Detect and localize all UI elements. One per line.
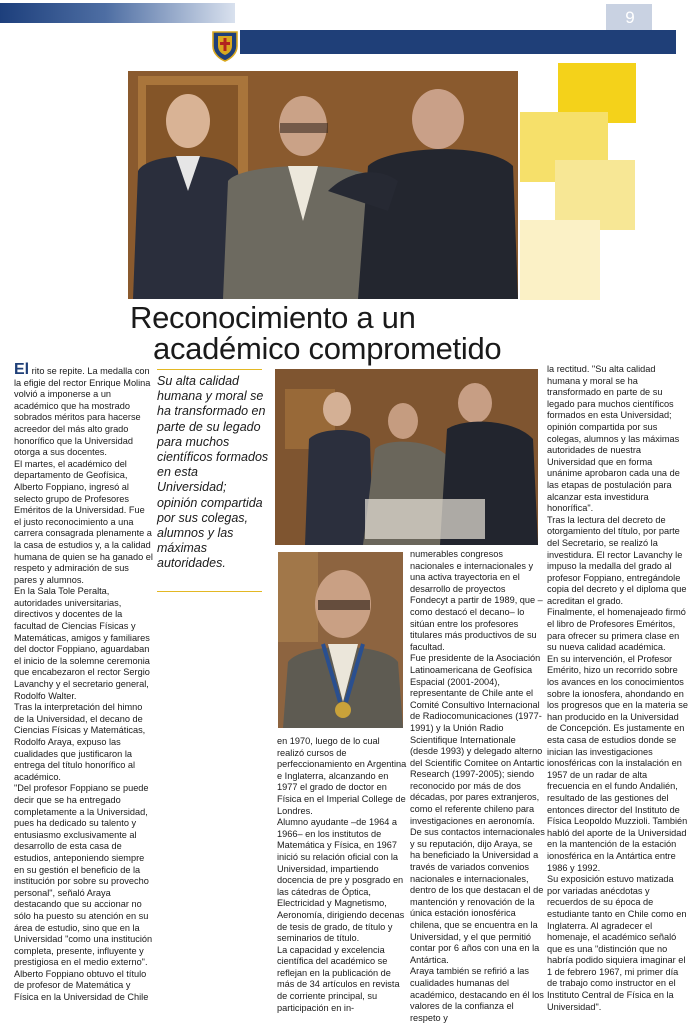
paragraph: En la Sala Tole Peralta, autoridades universitarias, directivos y docentes de la facultad de Ciencias Físicas y Matemáticas, amigos y familiares del doctor Foppiano, aguardaban el inicio de la solemne ceremonia que encabezaron el rector Sergio Lavanchy y el secretario general, Rodolfo Walter. (14, 586, 150, 701)
header-blue-bar (240, 30, 676, 54)
main-photo-medal-ceremony (128, 71, 518, 299)
paragraph: "Del profesor Foppiano se puede decir que se ha entregado completamente a la Universidad, pues ha dedicado su talento y entusiasmo exclusivamente al desarrollo de esta casa de estudios, anteponiendo siempre en su gestión el beneficio de la institución por sobre su provecho personal", señaló Araya destacando que su accionar no sólo ha puesto su atención en su área de estudio, sino que en la Universidad "como una institución completa, presente, influyente y prestigiosa en el medio externo". (14, 783, 153, 968)
paragraph: la rectitud. "Su alta calidad humana y moral se ha transformado en parte de su legado para muchos científicos formados en esta Universidad; opinión compartida por sus colegas, alumnos y las máximas autoridades de nuestra Universidad que en forma unánime aprobaron cada una de las etapas de postulación para alcanzar esta investidura honorífica". (547, 364, 680, 514)
paragraph: En su intervención, el Profesor Emérito, hizo un recorrido sobre los avances en los conocimientos sobre la ionosfera, ahondando en los progresos que en la materia se han producido en la Universidad de Concepción. Es justamente en esta casa de estudios donde se inician las investigaciones ionosféricas con la instalación en 1957 de un radar de alta frecuencia en el fundo Andalién, resultado de las gestiones del entonces director del Instituto de Física Leopoldo Muzzioli. También habló del aporte de la Universidad en la mantención de la estación ionosférica en la Antártica entre 1986 y 1992. (547, 653, 688, 873)
paragraph: La capacidad y excelencia científica del académico se reflejan en la publicación de más de 34 artículos en revista de corriente principal, su participación en in- (277, 944, 400, 1013)
paragraph: El martes, el académico del departamento de Geofísica, Alberto Foppiano, ingresó al selecto grupo de Profesores Eméritos de la Universidad. Fue el justo reconocimiento a una carrera consagrada plenamente a la casa de estudios y, a la calidad humana de quien se ha ganado el respeto y admiración de sus pares y alumnos. (14, 458, 153, 585)
paragraph: Finalmente, el homenajeado firmó el libro de Profesores Eméritos, para ofrecer su primera clase en su nueva calidad académica. (547, 607, 686, 653)
paragraph: El rito se repite. La medalla con la efigie del rector Enrique Molina volvió a imponerse a un académico que ha mostrado sobrados méritos para hacerse acreedor del más alto grado honorífico que la Universidad otorga a sus docentes. (14, 361, 151, 458)
pull-quote-rule-top (157, 369, 262, 370)
article-column-1 (14, 361, 154, 1004)
paragraph: De sus contactos internacionales y su reputación, dijo Araya, se ha beneficiado la Universidad a través de variados convenios nacionales e internacionales, dentro de los que destacan el de mantención y renovación de la única estación ionosférica chilena, que se encuentra en la Universidad, y el que permitió contar por 6 años con una en la Antártica. (410, 827, 545, 965)
paragraph: Fue presidente de la Asociación Latinoamericana de Geofísica Espacial (2001-2004), representante de Chile ante el Comité Consultivo Internacional de Radiocomunicaciones (1977-1991) y la Unión Radio Scientifique Internationale (desde 1993) y delegado alterno del Scientific Comitee on Antartic Research (1997-2005); siendo reconocido por más de dos décadas, por pares extranjeros, como el referente chileno para investigaciones en aeronomía. (410, 653, 545, 826)
university-crest-icon (210, 30, 240, 62)
article-column-4 (547, 364, 689, 1013)
article-title-line2: académico comprometido (153, 331, 502, 366)
paragraph: Su exposición estuvo matizada por variadas anécdotas y recuerdos de su época de estudiante tanto en Chile como en Inglaterra. Al agradecer el homenaje, el académico señaló que es una "distinción que no habría podido siquiera imaginar el 1 de febrero 1967, mi primer día de trabajo como instructor en el Instituto Central de Física en la Universidad". (547, 874, 687, 1012)
article-column-3 (410, 549, 545, 1024)
page-number: 9 (625, 8, 635, 27)
paragraph: en 1970, luego de lo cual realizó cursos de perfeccionamiento en Argentina e Inglaterra, alcanzando en 1977 el grado de doctor en Física en el Imperial College de Londres. (277, 736, 407, 816)
paragraph: numerables congresos nacionales e internacionales y una activa trayectoria en el desarrollo de proyectos Fondecyt a partir de 1989, que –como destacó el decano– lo sitúan entre los profesores titulares más productivos de su facultad. (410, 549, 543, 652)
paragraph: Araya también se refirió a las cualidades humanas del académico, destacando en él los valores de la confianza el respeto y (410, 966, 544, 1023)
dropcap: El (14, 361, 30, 378)
paragraph: Tras la interpretación del himno de la Universidad, el decano de Ciencias Físicas y Matemáticas, Rodolfo Araya, expuso las cualidades que justificaron la entrega del título honorífico al académico. (14, 702, 146, 782)
pull-quote: Su alta calidad humana y moral se ha transformado en parte de su legado para muchos científicos formados en esta Universidad; opinión compartida por sus colegas, alumnos y las máximas autoridades. (157, 374, 269, 571)
article-column-2 (277, 736, 407, 1014)
decorative-yellow-block (520, 220, 600, 300)
header-gradient-band (0, 3, 235, 23)
paragraph: Tras la lectura del decreto de otorgamiento del título, por parte del Secretario, se realizó la investidura. El rector Lavanchy le impuso la medalla del grado al profesor Foppiano, entregándole copia del decreto y el diploma que acreditan el grado. (547, 514, 687, 606)
pull-quote-rule-bottom (157, 591, 262, 592)
article-title-line1: Reconocimiento a un (130, 300, 416, 335)
paragraph: Alumno ayudante –de 1964 a 1966– en los institutos de Matemática y Física, en 1967 inició su relación oficial con la Universidad, impartiendo docencia de pre y posgrado en las cátedras de Óptica, Electricidad y Magnetismo, Aeronomía, dirigiendo decenas de tesis de grado, de título y seminarios de título. (277, 817, 405, 944)
photo-signing-ceremony (275, 369, 538, 545)
paragraph: Alberto Foppiano obtuvo el título de profesor de Matemática y Física en la Universidad de Chile (14, 968, 149, 1003)
photo-professor-portrait (278, 552, 403, 728)
